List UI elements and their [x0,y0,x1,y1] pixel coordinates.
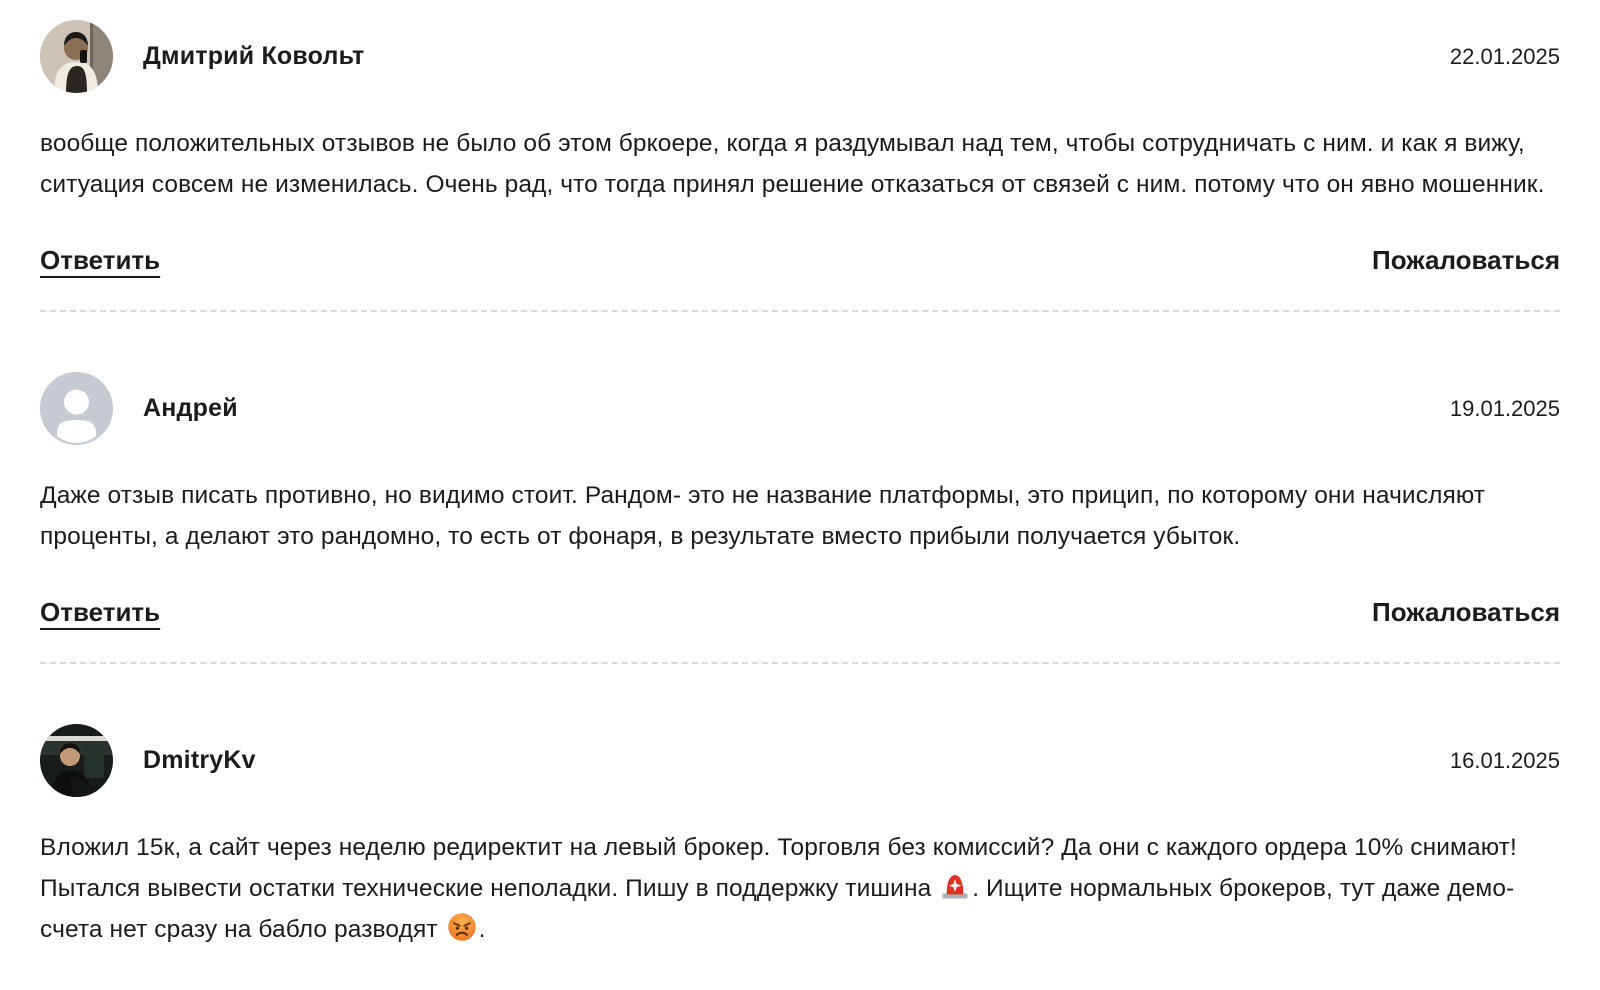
reply-link[interactable]: Ответить [40,245,161,275]
comment-header [40,20,1560,93]
angry-face-emoji-icon [447,912,477,942]
comment-text: вообще положительных отзывов не было об этом бркоере, когда я раздумывал над тем, чтобы сотрудничать с ним. и как я вижу, ситуация совсем не изменилась. Очень рад, что тогда принял решение отказаться от связей с ним. потому что он явно мошенник. [40,130,1545,198]
avatar-photo [40,20,113,93]
comment-text-part: Вложил 15к, а сайт через неделю редиректит на левый брокер. Торговля без комиссий? Да они с каждого ордера 10% снимают! Пытался вывести остатки технические неполадки. Пишу в поддержку тишина [40,834,1517,902]
comment-author: Дмитрий Ковольт [143,42,365,70]
comment-text-part: . Ищите нормальных брокеров, тут даже демо-счета нет сразу на бабло разводят [40,875,1515,943]
report-link[interactable]: Пожаловаться [1372,597,1560,627]
comment-date: 16.01.2025 [1449,747,1560,773]
comment-author: Андрей [143,394,238,422]
report-link[interactable]: Пожаловаться [1372,245,1560,275]
comment-text: Даже отзыв писать противно, но видимо стоит. Рандом- это не название платформы, это прицип, по которому они начисляют проценты, а делают это рандомно, то есть от фонаря, в результате вместо прибыли получается убыток. [40,482,1486,550]
comment-header [40,724,1560,797]
comment-actions [40,597,1560,628]
comment-item [40,20,1560,312]
comment-date: 22.01.2025 [1449,43,1560,69]
avatar-placeholder [40,372,113,445]
avatar-photo-mirror-selfie [40,20,113,93]
reply-link[interactable]: Ответить [40,597,161,627]
comment-actions [40,245,1560,276]
comment-item [40,312,1560,664]
comment-text-part: . [478,916,486,943]
comment-text [40,827,1560,950]
comment-item [40,664,1560,950]
default-person-icon [40,372,113,445]
comment-author: DmitryKv [143,746,256,774]
avatar-photo [40,724,113,797]
comment-date: 19.01.2025 [1449,395,1560,421]
avatar-photo-man-in-car [40,724,113,797]
comment-header [40,372,1560,445]
siren-emoji-icon [940,871,970,901]
